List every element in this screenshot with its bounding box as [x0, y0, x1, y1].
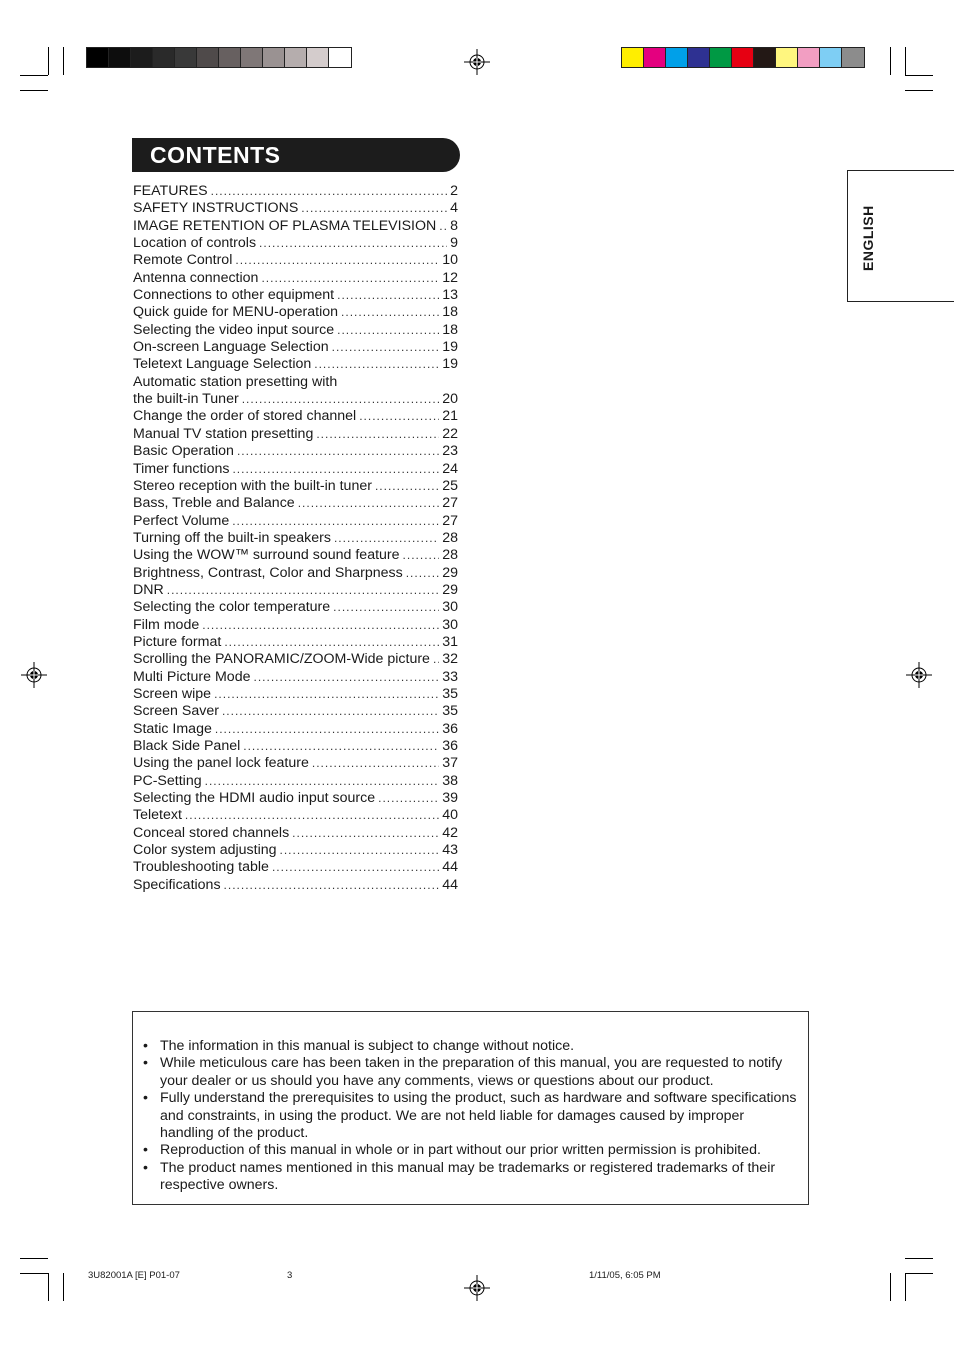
language-tab	[847, 170, 954, 302]
toc-entry-page: 29	[442, 581, 458, 598]
toc-entry-title: Selecting the color temperature	[133, 599, 331, 616]
toc-dot-leader	[185, 807, 439, 824]
toc-entry	[133, 408, 458, 425]
toc-entry-page: 19	[442, 356, 458, 373]
process-color-swatch	[732, 48, 754, 67]
crop-mark	[63, 47, 64, 75]
toc-dot-leader	[243, 738, 439, 755]
toc-entry-page: 36	[442, 720, 458, 737]
grayscale-swatch	[131, 48, 153, 67]
crop-mark	[905, 1273, 906, 1301]
notice-item: • While meticulous care has been taken in the preparation of this manual, you are requested to notify your dealer or us should you have any comments, views or questions about our product.	[143, 1055, 798, 1090]
toc-entry-title: Timer functions	[133, 460, 230, 477]
toc-dot-leader	[232, 513, 439, 530]
toc-entry-page: 39	[442, 790, 458, 807]
toc-dot-leader	[242, 391, 440, 408]
toc-entry	[133, 339, 458, 356]
toc-dot-leader	[341, 304, 439, 321]
toc-entry-page: 40	[442, 807, 458, 824]
process-color-swatch	[644, 48, 666, 67]
toc-entry-page: 42	[442, 824, 458, 841]
toc-entry-page: 8	[450, 217, 458, 234]
toc-entry-title: Scrolling the PANORAMIC/ZOOM-Wide picture	[133, 651, 430, 668]
toc-entry-page: 44	[442, 876, 458, 893]
toc-dot-leader	[433, 651, 439, 668]
crop-mark	[63, 1273, 64, 1301]
toc-entry	[133, 773, 458, 790]
toc-entry	[133, 582, 458, 599]
notice-list	[143, 1038, 798, 1195]
toc-dot-leader	[439, 218, 447, 235]
crop-mark	[20, 75, 48, 76]
toc-entry-title: PC-Setting	[133, 772, 202, 789]
toc-entry	[133, 356, 458, 373]
toc-dot-leader	[403, 547, 440, 564]
toc-dot-leader	[332, 339, 440, 356]
toc-entry	[133, 443, 458, 460]
toc-entry-page: 13	[442, 287, 458, 304]
toc-entry	[133, 651, 458, 668]
crop-mark	[890, 1273, 891, 1301]
crop-mark	[48, 47, 49, 75]
toc-entry-title: On-screen Language Selection	[133, 339, 329, 356]
process-color-swatch	[842, 48, 864, 67]
grayscale-swatch	[197, 48, 219, 67]
contents-title: CONTENTS	[150, 142, 281, 168]
toc-dot-leader	[333, 599, 439, 616]
toc-entry-page: 24	[442, 460, 458, 477]
toc-entry-page: 4	[450, 200, 458, 217]
toc-dot-leader	[259, 235, 447, 252]
table-of-contents	[133, 183, 458, 894]
toc-entry	[133, 755, 458, 772]
toc-entry	[133, 686, 458, 703]
crop-mark	[890, 47, 891, 75]
toc-dot-leader	[224, 877, 440, 894]
toc-entry-title: Picture format	[133, 633, 222, 650]
toc-entry	[133, 634, 458, 651]
toc-entry-title: Conceal stored channels	[133, 824, 290, 841]
toc-entry	[133, 738, 458, 755]
toc-entry-title: Using the WOW™ surround sound feature	[133, 547, 400, 564]
toc-entry-title: DNR	[133, 581, 164, 598]
notice-item: • The product names mentioned in this manual may be trademarks or registered trademarks of their respective owners.	[143, 1160, 798, 1195]
toc-dot-leader	[314, 356, 439, 373]
toc-entry-title: Screen wipe	[133, 685, 212, 702]
toc-entry-page: 19	[442, 339, 458, 356]
process-color-swatch	[798, 48, 820, 67]
toc-entry-title: Selecting the video input source	[133, 321, 335, 338]
toc-dot-leader	[202, 617, 439, 634]
toc-entry-title: Turning off the built-in speakers	[133, 529, 331, 546]
toc-dot-leader	[337, 322, 439, 339]
toc-entry-title: Perfect Volume	[133, 512, 230, 529]
toc-entry-title: Change the order of stored channel	[133, 408, 357, 425]
crop-mark	[905, 90, 933, 91]
process-color-swatch	[820, 48, 842, 67]
registration-mark-icon	[906, 662, 932, 688]
toc-dot-leader	[232, 461, 439, 478]
toc-entry	[133, 513, 458, 530]
toc-entry	[133, 391, 458, 408]
toc-entry	[133, 669, 458, 686]
toc-entry	[133, 218, 458, 235]
toc-entry-title: Teletext Language Selection	[133, 356, 312, 373]
toc-dot-leader	[253, 669, 439, 686]
toc-entry	[133, 807, 458, 824]
toc-entry-page: 27	[442, 495, 458, 512]
toc-entry	[133, 565, 458, 582]
toc-dot-leader	[167, 582, 439, 599]
notice-item: • Fully understand the prerequisites to using the product, such as hardware and software specifications and constraints, in using the product. We are not held liable for damages caused by improper handling of the product.	[143, 1090, 798, 1142]
toc-entry-title: the built-in Tuner	[133, 391, 239, 408]
toc-entry-page: 43	[442, 842, 458, 859]
toc-entry	[133, 495, 458, 512]
toc-dot-leader	[292, 825, 439, 842]
crop-mark	[905, 1273, 933, 1274]
toc-entry-title: Teletext	[133, 807, 182, 824]
toc-dot-leader	[280, 842, 440, 859]
toc-entry	[133, 530, 458, 547]
toc-dot-leader	[337, 287, 439, 304]
registration-mark-icon	[21, 662, 47, 688]
toc-entry-page: 33	[442, 668, 458, 685]
toc-entry	[133, 374, 458, 391]
crop-mark	[905, 75, 933, 76]
crop-mark	[20, 1258, 48, 1259]
toc-entry-page: 31	[442, 633, 458, 650]
crop-mark	[48, 1273, 49, 1301]
toc-dot-leader	[298, 495, 440, 512]
process-color-swatch	[666, 48, 688, 67]
toc-entry	[133, 599, 458, 616]
toc-entry-title: Film mode	[133, 616, 200, 633]
process-color-swatch	[754, 48, 776, 67]
toc-entry-title: Manual TV station presetting	[133, 425, 314, 442]
toc-dot-leader	[211, 183, 447, 200]
toc-entry	[133, 790, 458, 807]
toc-entry	[133, 617, 458, 634]
toc-entry	[133, 877, 458, 894]
toc-entry-page: 32	[442, 651, 458, 668]
toc-dot-leader	[235, 252, 439, 269]
toc-entry	[133, 842, 458, 859]
grayscale-swatch	[109, 48, 131, 67]
toc-entry	[133, 304, 458, 321]
toc-entry-page: 18	[442, 304, 458, 321]
toc-entry	[133, 322, 458, 339]
toc-entry-title: FEATURES	[133, 183, 208, 199]
process-color-swatch	[710, 48, 732, 67]
toc-entry-page: 38	[442, 772, 458, 789]
grayscale-swatch	[241, 48, 263, 67]
registration-mark-icon	[464, 1275, 490, 1301]
grayscale-swatch	[329, 48, 351, 67]
notice-item: • Reproduction of this manual in whole or in part without our prior written permission is prohibited.	[143, 1142, 798, 1159]
toc-entry-page: 29	[442, 564, 458, 581]
toc-entry	[133, 478, 458, 495]
toc-dot-leader	[334, 530, 439, 547]
toc-entry-title: Bass, Treble and Balance	[133, 495, 295, 512]
contents-banner	[132, 138, 460, 172]
toc-entry	[133, 183, 458, 200]
grayscale-swatch	[153, 48, 175, 67]
process-color-swatch	[776, 48, 798, 67]
toc-entry	[133, 287, 458, 304]
toc-entry	[133, 461, 458, 478]
toc-entry-title: Static Image	[133, 720, 212, 737]
toc-dot-leader	[375, 478, 439, 495]
grayscale-swatch	[285, 48, 307, 67]
toc-dot-leader	[237, 443, 439, 460]
crop-mark	[905, 47, 906, 75]
toc-entry-page: 44	[442, 859, 458, 876]
toc-entry-page: 20	[442, 391, 458, 408]
toc-entry-title: Stereo reception with the built-in tuner	[133, 477, 372, 494]
notice-box	[132, 1011, 809, 1205]
toc-dot-leader	[312, 755, 439, 772]
toc-dot-leader	[406, 565, 440, 582]
toc-entry-title: Screen Saver	[133, 703, 219, 720]
toc-entry-title: Remote Control	[133, 252, 233, 269]
grayscale-swatch	[175, 48, 197, 67]
toc-entry-title: Specifications	[133, 876, 221, 893]
toc-entry	[133, 426, 458, 443]
toc-entry-page: 30	[442, 599, 458, 616]
toc-entry-title: Location of controls	[133, 235, 257, 252]
toc-entry-title: Basic Operation	[133, 443, 234, 460]
footer-timestamp: 1/11/05, 6:05 PM	[589, 1270, 661, 1281]
toc-dot-leader	[215, 721, 439, 738]
toc-dot-leader	[272, 859, 439, 876]
toc-entry-page: 25	[442, 477, 458, 494]
toc-entry-title: Automatic station presetting with	[133, 373, 338, 390]
toc-entry-page: 28	[442, 547, 458, 564]
toc-dot-leader	[214, 686, 439, 703]
toc-entry-page: 37	[442, 755, 458, 772]
toc-entry	[133, 200, 458, 217]
grayscale-swatch	[87, 48, 109, 67]
toc-entry-title: Multi Picture Mode	[133, 668, 251, 685]
toc-entry-title: Color system adjusting	[133, 842, 277, 859]
grayscale-swatch	[219, 48, 241, 67]
toc-entry-page: 28	[442, 529, 458, 546]
toc-entry-title: Troubleshooting table	[133, 859, 269, 876]
toc-entry-page: 9	[450, 235, 458, 252]
toc-dot-leader	[222, 703, 439, 720]
toc-dot-leader	[301, 200, 447, 217]
toc-entry-page: 23	[442, 443, 458, 460]
toc-entry-page: 35	[442, 685, 458, 702]
toc-dot-leader	[359, 408, 439, 425]
toc-entry-page: 10	[442, 252, 458, 269]
grayscale-color-bar	[86, 47, 352, 68]
toc-entry	[133, 703, 458, 720]
crop-mark	[905, 1258, 933, 1259]
footer-file-id: 3U82001A [E] P01-07	[88, 1270, 180, 1281]
toc-entry-title: Connections to other equipment	[133, 287, 335, 304]
toc-entry	[133, 270, 458, 287]
process-color-swatch	[688, 48, 710, 67]
toc-entry-title: Brightness, Contrast, Color and Sharpness	[133, 564, 403, 581]
toc-entry-page: 21	[442, 408, 458, 425]
toc-entry	[133, 859, 458, 876]
crop-mark	[20, 1273, 48, 1274]
toc-entry	[133, 825, 458, 842]
toc-dot-leader	[316, 426, 439, 443]
process-color-swatch	[622, 48, 644, 67]
toc-entry-page: 22	[442, 425, 458, 442]
toc-dot-leader	[205, 773, 440, 790]
toc-entry-title: Quick guide for MENU-operation	[133, 304, 339, 321]
notice-item: • The information in this manual is subject to change without notice.	[143, 1038, 798, 1055]
toc-entry-page: 12	[442, 269, 458, 286]
crop-mark	[20, 90, 48, 91]
toc-entry-page: 2	[450, 183, 458, 199]
toc-entry-page: 27	[442, 512, 458, 529]
toc-entry-page: 36	[442, 738, 458, 754]
toc-dot-leader	[224, 634, 439, 651]
grayscale-swatch	[263, 48, 285, 67]
toc-entry-title: Selecting the HDMI audio input source	[133, 790, 376, 807]
toc-entry	[133, 235, 458, 252]
toc-entry	[133, 252, 458, 269]
toc-entry-title: SAFETY INSTRUCTIONS	[133, 200, 299, 217]
toc-entry	[133, 547, 458, 564]
toc-entry-page: 35	[442, 703, 458, 720]
toc-entry-page: 30	[442, 616, 458, 633]
registration-mark-icon	[464, 49, 490, 75]
toc-dot-leader	[378, 790, 439, 807]
footer-page-number: 3	[287, 1270, 293, 1281]
grayscale-swatch	[307, 48, 329, 67]
toc-entry-title: Antenna connection	[133, 269, 259, 286]
toc-entry-title: Using the panel lock feature	[133, 755, 309, 772]
toc-entry-title: IMAGE RETENTION OF PLASMA TELEVISION	[133, 217, 437, 234]
language-tab-label: ENGLISH	[860, 205, 876, 271]
toc-dot-leader	[261, 270, 439, 287]
toc-entry	[133, 721, 458, 738]
toc-entry-title: Black Side Panel	[133, 738, 241, 754]
process-color-bar	[621, 47, 865, 68]
toc-entry-page: 18	[442, 321, 458, 338]
